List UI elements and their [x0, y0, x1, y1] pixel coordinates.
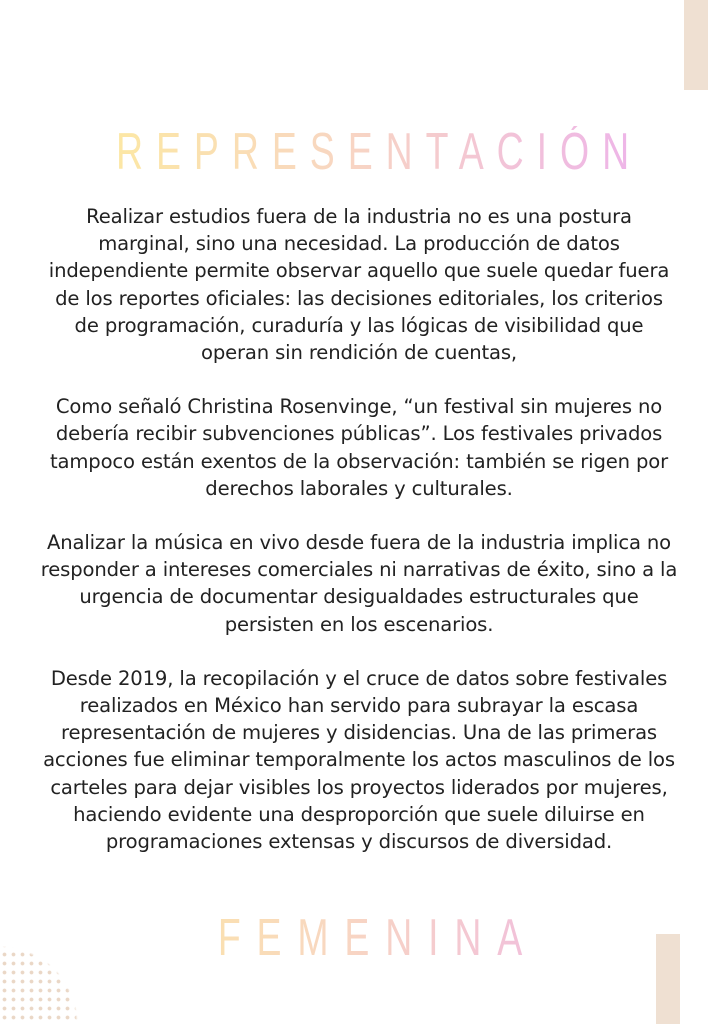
- decorative-bar-bottom: [656, 934, 680, 1024]
- heading-femenina: FEMENINA: [104, 912, 637, 964]
- decorative-dot-pattern: [0, 932, 80, 1024]
- paragraph-3: Analizar la música en vivo desde fuera de la industria implica no responder a intereses comerciales ni narrativas de éxito, sino a la urgencia de documentar desigualdades estructurales que persisten en los escenarios.: [40, 531, 678, 636]
- paragraph-1: Realizar estudios fuera de la industria no es una postura marginal, sino una necesidad. La producción de datos independiente permite observar aquello que suele quedar fuera de los reportes oficiales: las decisiones editoriales, los criterios de programación, curaduría y las lógicas de visibilidad que operan sin rendición de cuentas,: [48, 205, 670, 365]
- heading-representacion: REPRESENTACIÓN: [103, 126, 633, 178]
- body-text: [40, 203, 678, 882]
- decorative-bar-top: [684, 0, 708, 90]
- paragraph-2: Como señaló Christina Rosenvinge, “un festival sin mujeres no debería recibir subvenciones públicas”. Los festivales privados tampoco están exentos de la observación: también se rigen por derechos laborales y culturales.: [49, 395, 669, 500]
- paragraph-4: Desde 2019, la recopilación y el cruce de datos sobre festivales realizados en México han servido para subrayar la escasa representación de mujeres y disidencias. Una de las primeras acciones fue eliminar temporalmente los actos masculinos de los carteles para dejar visibles los proyectos liderados por mujeres, haciendo evidente una desproporción que suele diluirse en programaciones extensas y discursos de diversidad.: [43, 666, 675, 854]
